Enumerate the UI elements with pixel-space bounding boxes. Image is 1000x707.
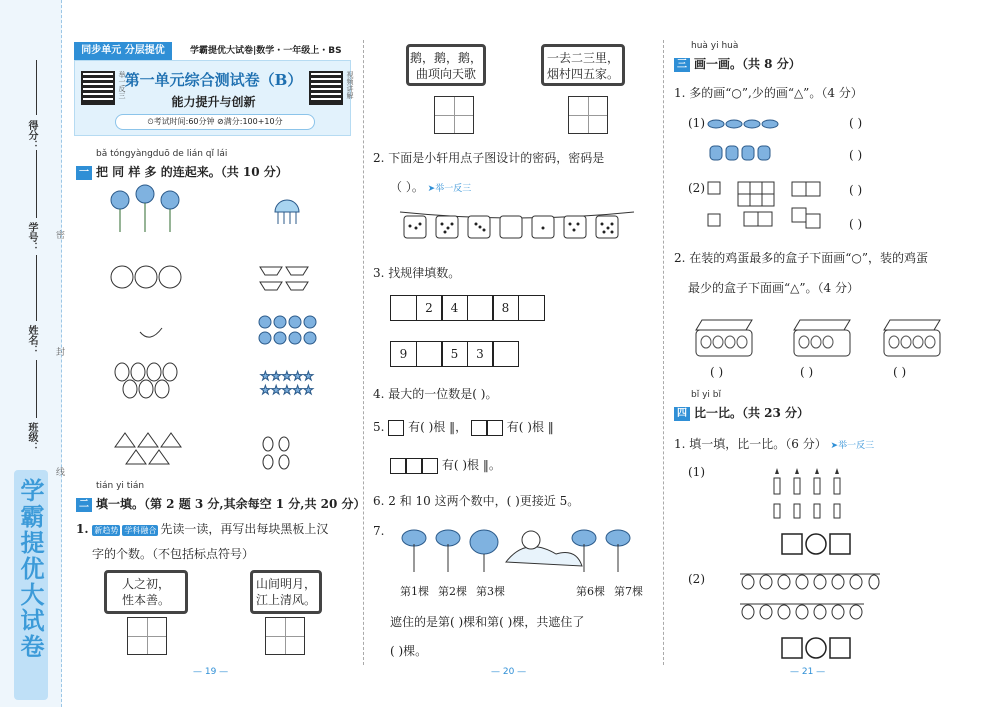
tree-label: 第2棵 [438, 585, 467, 598]
question-1-number: 1. [76, 522, 89, 536]
tree-label: 第1棵 [400, 585, 429, 598]
section4-number: 四 [674, 407, 690, 421]
question-5-line2: 有( )根 ‖。 [390, 456, 501, 474]
question-7-number: 7. [373, 524, 385, 538]
trees-scene-icon [396, 524, 646, 576]
score-label: 得分： [26, 120, 37, 150]
section2-pinyin: tián yi tián [96, 481, 145, 491]
question-5-blank-1[interactable]: 有( )根 [408, 420, 446, 434]
s4-question-1-text: 1. 填一填，比一比。（6 分） [674, 437, 827, 451]
seq2-cell: 3 [467, 341, 494, 367]
dot-password-icon [398, 206, 636, 246]
eggplants-and-gloves-icon [706, 114, 786, 168]
s4-question-1-link[interactable]: ➤举一反三 [830, 441, 875, 451]
page-number-19: — 19 — [193, 667, 229, 677]
section1-heading [76, 163, 288, 180]
name-line [36, 255, 37, 321]
compare-boxes-2[interactable] [780, 636, 852, 660]
section2-title: 填一填。（第 2 题 3 分,其余每空 1 分,共 20 分） [96, 497, 366, 511]
blackboard-3: 鹅，鹅，鹅， 曲项向天歌 [406, 44, 486, 86]
cut-mark-line: 线 [56, 468, 66, 478]
matching-pictures [100, 182, 330, 482]
jellyfish-icon [275, 200, 299, 224]
seq1-cell: 2 [416, 295, 443, 321]
question-6-text: 6. 2 和 10 这两个数中，( )更接近 5。 [373, 494, 580, 508]
question-7-text[interactable]: 遮住的是第( )棵和第( )棵，共遮住了 [390, 615, 585, 629]
seq2-cell: 9 [390, 341, 417, 367]
watermelon-slices-icon [115, 433, 181, 464]
question-2-blank[interactable]: （ ）。 [390, 180, 424, 194]
s4-part-2-label: (2) [688, 572, 705, 586]
lanterns-icon [740, 570, 880, 628]
square-icon [388, 420, 404, 436]
s3-blank[interactable]: ( ) [849, 116, 863, 130]
egg-blank[interactable]: ( ) [893, 365, 907, 379]
blackboard-2: 山间明月， 江上清风。 [250, 570, 322, 614]
brand-text: 学霸提优大试卷 [16, 478, 45, 660]
question-5-line1: 5. 有( )根 ‖， 有( )根 ‖ [373, 420, 554, 434]
header-card [74, 60, 354, 136]
section4-heading [674, 404, 809, 421]
s3-part-1-label: (1) [688, 116, 705, 130]
seq1-cell[interactable] [518, 295, 545, 321]
cubes-icon [706, 178, 826, 232]
student-id-label: 学号： [26, 222, 37, 252]
s3-question-2-text: 2. 在装的鸡蛋最多的盒子下面画“○”，装的鸡蛋 [674, 251, 929, 265]
section3-heading [674, 55, 801, 72]
section3-title: 画一画。（共 8 分） [694, 57, 801, 71]
mushrooms-icon [259, 316, 316, 344]
cloud-icon [506, 547, 582, 566]
candles-icon [768, 466, 858, 520]
tree-label: 第7棵 [614, 585, 643, 598]
class-line [36, 360, 37, 418]
question-5-blank-2[interactable]: 有( )根 [506, 420, 544, 434]
pineapples-icon [263, 437, 289, 469]
egg-blank[interactable]: ( ) [800, 365, 814, 379]
seq2-cell[interactable] [492, 341, 519, 367]
boats-icon [260, 267, 308, 290]
section3-pinyin: huà yi huà [691, 41, 739, 51]
question-1-line1 [76, 520, 328, 537]
seq1-cell[interactable] [390, 295, 417, 321]
seq1-cell: 8 [492, 295, 519, 321]
seq1-cell[interactable] [467, 295, 494, 321]
question-1-text: 先读一读，再写出每块黑板上汉 [160, 522, 329, 536]
seq2-cell: 5 [441, 341, 468, 367]
name-label: 姓名： [26, 325, 37, 355]
answer-grid-2[interactable] [265, 617, 305, 655]
class-label: 班级： [26, 422, 37, 452]
cut-mark-close: 封 [56, 348, 66, 358]
new-trend-tag: 新趋势 [94, 526, 119, 535]
s3-question-2-text2: 最少的盒子下面画“△”。（4 分） [688, 281, 859, 295]
flowers-icon [111, 185, 179, 232]
section4-title: 比一比。（共 23 分） [694, 406, 810, 420]
student-id-line [36, 150, 37, 218]
question-2-link[interactable]: ➤举一反三 [427, 184, 472, 194]
question-2-answer-line [390, 178, 471, 195]
compare-boxes-1[interactable] [780, 532, 852, 556]
question-5-blank-3[interactable]: 有( )根 [441, 458, 480, 472]
page-number-20: — 20 — [491, 667, 527, 677]
subject-fusion-tag: 学科融合 [124, 526, 157, 535]
sequence-row-1 [390, 295, 543, 321]
s3-blank[interactable]: ( ) [849, 148, 863, 162]
section2-heading [76, 495, 366, 512]
section1-pinyin: bǎ tóngyàngduō de lián qǐ lái [96, 149, 228, 159]
section1-title: 把 同 样 多 的连起来。（共 10 分） [96, 165, 288, 179]
page-number-21: — 21 — [790, 667, 826, 677]
exam-meta: ⏲考试时间:60分钟 ⊘满分:100+10分 [115, 114, 315, 130]
banana-icon [140, 328, 162, 337]
qr-right-label: 视频讲解 [346, 71, 354, 99]
section4-pinyin: bǐ yi bǐ [691, 390, 721, 400]
series-title: 学霸提优大试卷|数学・一年级上・BS [190, 46, 342, 56]
square-icon [390, 458, 406, 474]
egg-blank[interactable]: ( ) [710, 365, 724, 379]
seq1-cell: 4 [441, 295, 468, 321]
blackboard-4: 一去二三里， 烟村四五家。 [541, 44, 625, 86]
s3-question-1-text: 1. 多的画“○”,少的画“△”。（4 分） [674, 86, 863, 100]
cut-mark-seal: 密 [56, 231, 66, 241]
question-4-text: 4. 最大的一位数是( )。 [373, 387, 498, 401]
seq2-cell[interactable] [416, 341, 443, 367]
egg-cartons-icon [692, 314, 948, 360]
square-icon [422, 458, 438, 474]
svg-text:★★★★★: ★★★★★ [260, 383, 314, 397]
qr-left-label: 举一反三 [118, 71, 126, 99]
section3-number: 三 [674, 58, 690, 72]
square-icon [487, 420, 503, 436]
question-1-line2: 字的个数。（不包括标点符号） [92, 547, 255, 561]
s3-blank[interactable]: ( ) [849, 183, 863, 197]
balloons-icon [115, 363, 177, 398]
sun-icon [522, 531, 540, 549]
page-subtitle: 能力提升与创新 [171, 95, 256, 109]
question-5-number: 5. [373, 420, 385, 434]
column-divider [363, 40, 364, 665]
score-line [36, 60, 37, 115]
answer-grid-1[interactable] [127, 617, 167, 655]
answer-grid-4[interactable] [568, 96, 608, 134]
question-2-text: 2. 下面是小轩用点子图设计的密码，密码是 [373, 151, 605, 165]
square-icon [406, 458, 422, 474]
oranges-icon [111, 266, 181, 288]
s3-part-2-label: (2) [688, 181, 705, 195]
s3-blank[interactable]: ( ) [849, 217, 863, 231]
question-3-text: 3. 找规律填数。 [373, 266, 461, 280]
svg-text:★★★★★: ★★★★★ [260, 369, 314, 383]
answer-grid-3[interactable] [434, 96, 474, 134]
square-icon [471, 420, 487, 436]
column-divider [663, 40, 664, 665]
tree-label: 第3棵 [476, 585, 505, 598]
tree-label: 第6棵 [576, 585, 605, 598]
s4-part-1-label: (1) [688, 465, 705, 479]
unit-tag: 同步单元 分层提优 [74, 42, 172, 60]
page-title: 第一单元综合测试卷（B） [124, 71, 303, 89]
question-7-text2[interactable]: ( )棵。 [390, 644, 428, 658]
blackboard-1: 人之初， 性本善。 [104, 570, 188, 614]
section1-number: 一 [76, 166, 92, 180]
section2-number: 二 [76, 498, 92, 512]
sequence-row-2 [390, 341, 518, 367]
s4-question-1 [674, 435, 874, 452]
stars-icon [260, 369, 314, 397]
